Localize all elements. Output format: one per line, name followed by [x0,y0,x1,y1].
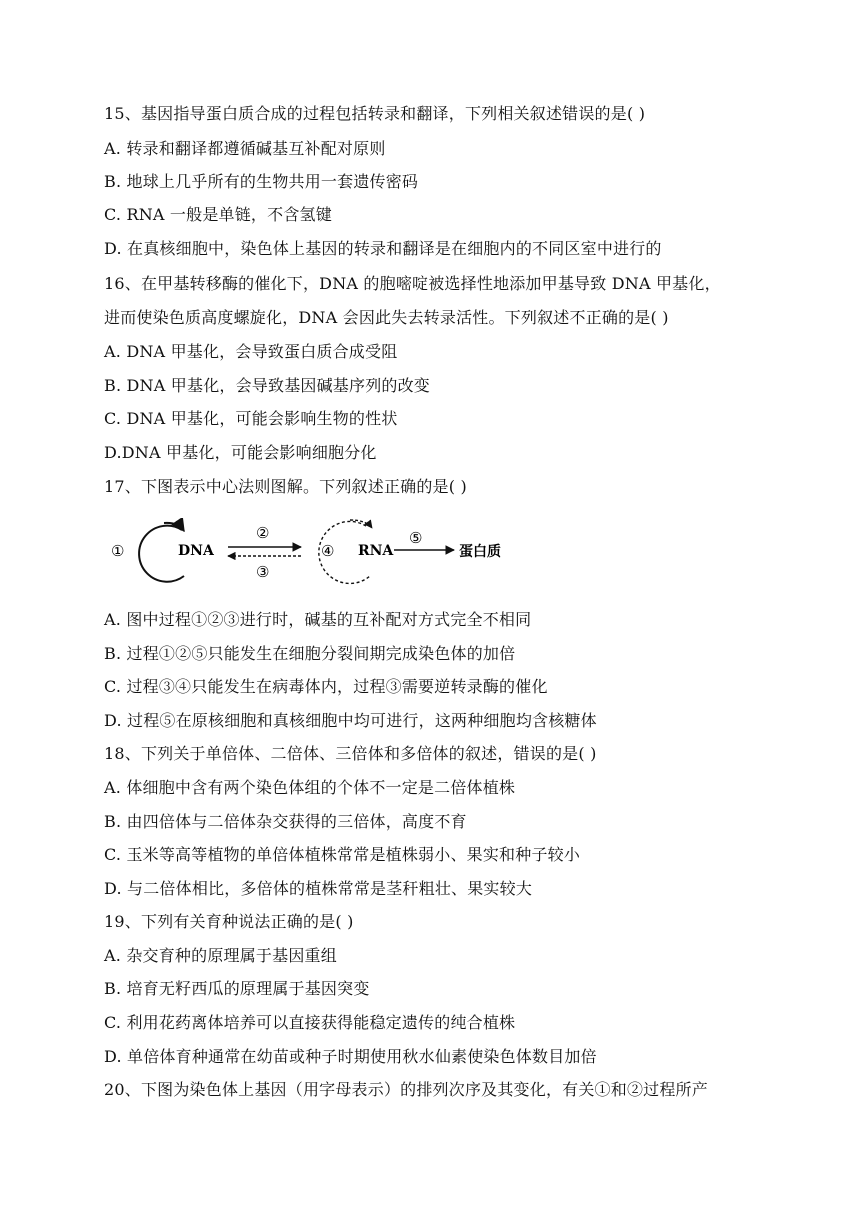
question-17-option-a: A. 图中过程①②③进行时，碱基的互补配对方式完全不相同 [104,610,532,629]
dna-label: DNA [178,543,214,559]
process-1-label: ① [111,542,125,560]
question-16-option-d: D.DNA 甲基化，可能会影响细胞分化 [104,443,377,462]
question-18-option-c: C. 玉米等高等植物的单倍体植株常常是植株弱小、果实和种子较小 [104,845,581,864]
question-16-stem-line-1: 16、在甲基转移酶的催化下，DNA 的胞嘧啶被选择性地添加甲基导致 DNA 甲基化， [104,274,721,293]
question-19-option-d: D. 单倍体育种通常在幼苗或种子时期使用秋水仙素使染色体数目加倍 [104,1047,597,1066]
protein-label: 蛋白质 [459,544,501,560]
question-18-option-d: D. 与二倍体相比，多倍体的植株常常是茎秆粗壮、果实较大 [104,879,533,898]
question-16-stem-line-2: 进而使染色质高度螺旋化，DNA 会因此失去转录活性。下列叙述不正确的是( ) [104,308,669,327]
question-15-option-a: A. 转录和翻译都遵循碱基互补配对原则 [104,139,386,158]
question-16-option-a: A. DNA 甲基化，会导致蛋白质合成受阻 [104,342,398,361]
question-15-option-d: D. 在真核细胞中，染色体上基因的转录和翻译是在细胞内的不同区室中进行的 [104,239,662,258]
question-19-stem: 19、下列有关育种说法正确的是( ) [104,912,354,931]
question-19-option-a: A. 杂交育种的原理属于基因重组 [104,946,337,965]
question-19-option-c: C. 利用花药离体培养可以直接获得能稳定遗传的纯合植株 [104,1013,516,1032]
question-19-option-b: B. 培育无籽西瓜的原理属于基因突变 [104,979,370,998]
question-18-option-b: B. 由四倍体与二倍体杂交获得的三倍体，高度不育 [104,812,467,831]
process-5-label: ⑤ [409,529,423,547]
process-2-label: ② [256,524,270,542]
process-3-label: ③ [256,563,270,581]
question-20-stem: 20、下图为染色体上基因（用字母表示）的排列次序及其变化，有关①和②过程所产 [104,1080,708,1099]
central-dogma-diagram [104,518,524,588]
question-16-option-b: B. DNA 甲基化，会导致基因碱基序列的改变 [104,376,430,395]
rna-label: RNA [358,543,394,559]
question-16-option-c: C. DNA 甲基化，可能会影响生物的性状 [104,409,398,428]
question-15-option-b: B. 地球上几乎所有的生物共用一套遗传密码 [104,172,419,191]
question-15-option-c: C. RNA 一般是单链，不含氢键 [104,205,332,224]
question-18-stem: 18、下列关于单倍体、二倍体、三倍体和多倍体的叙述，错误的是( ) [104,744,597,763]
question-17-stem: 17、下图表示中心法则图解。下列叙述正确的是( ) [104,477,467,496]
question-17-option-c: C. 过程③④只能发生在病毒体内，过程③需要逆转录酶的催化 [104,677,548,696]
question-17-option-d: D. 过程⑤在原核细胞和真核细胞中均可进行，这两种细胞均含核糖体 [104,711,597,730]
question-17-option-b: B. 过程①②⑤只能发生在细胞分裂间期完成染色体的加倍 [104,644,516,663]
process-4-label: ④ [321,542,335,560]
question-18-option-a: A. 体细胞中含有两个染色体组的个体不一定是二倍体植株 [104,778,516,797]
question-15-stem: 15、基因指导蛋白质合成的过程包括转录和翻译，下列相关叙述错误的是( ) [104,104,646,123]
